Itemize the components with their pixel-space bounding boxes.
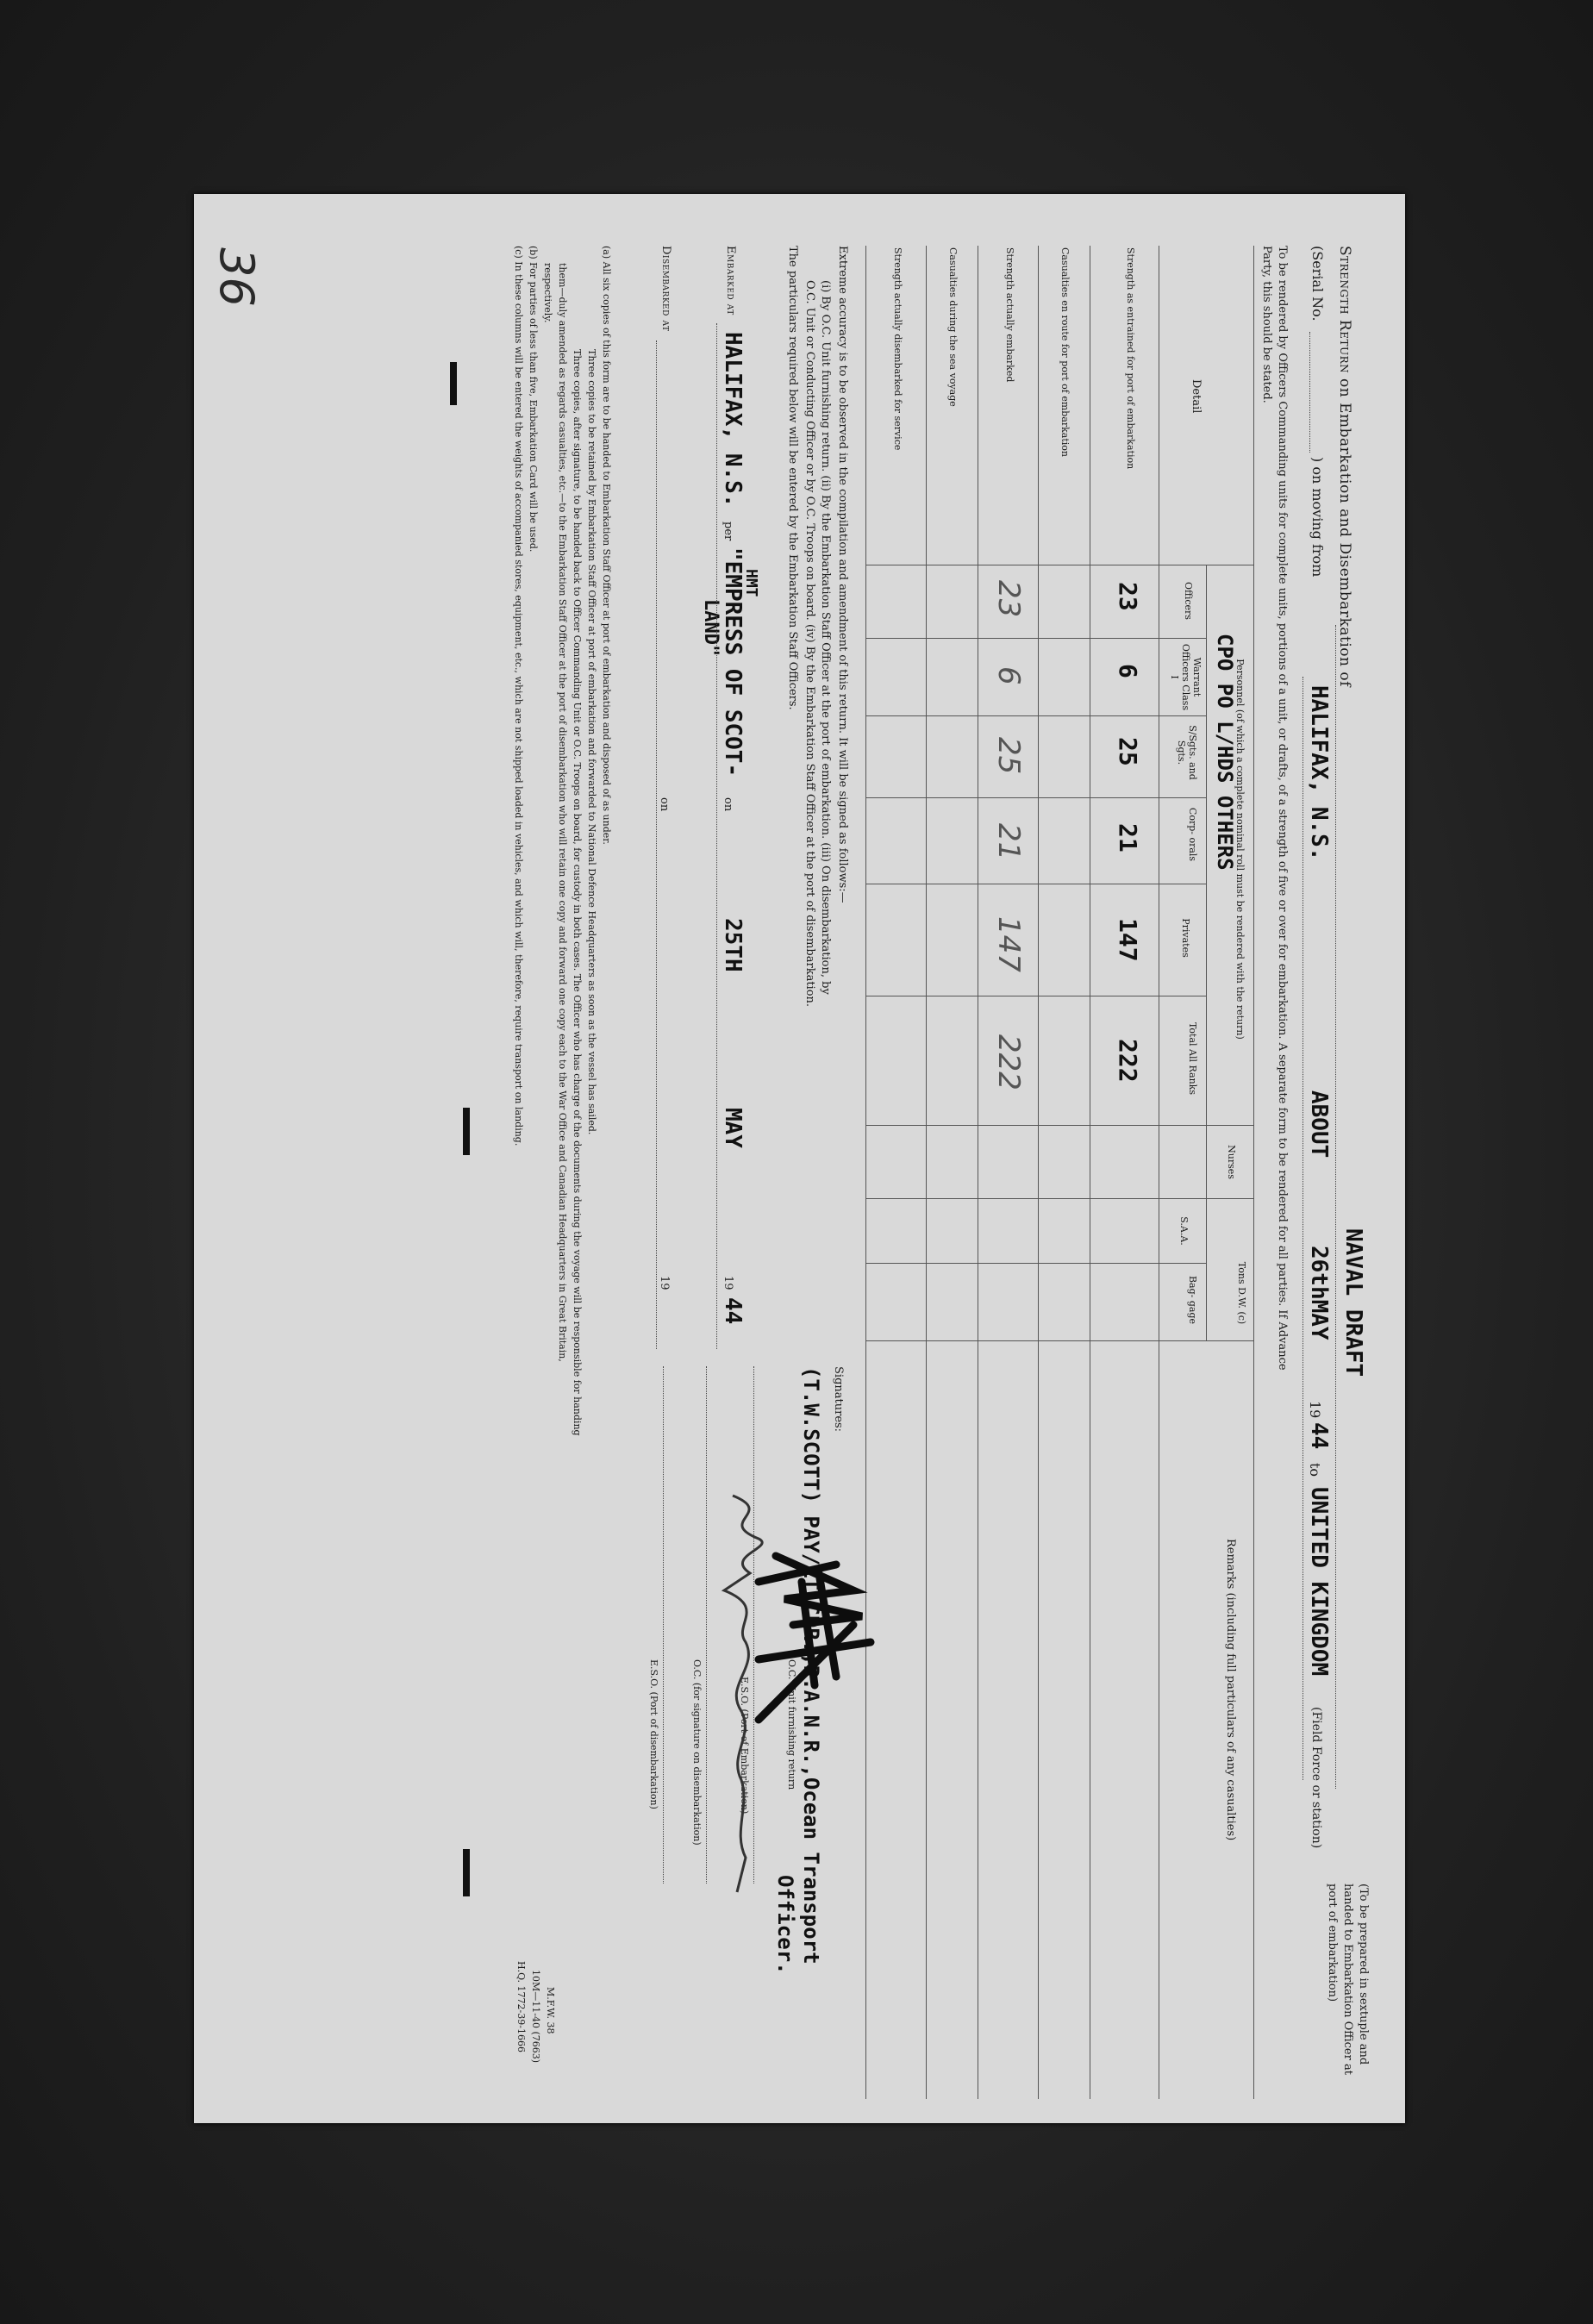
personnel-end-rule [866, 1125, 1254, 1126]
heading-rest: on Embarkation and Disembarkation of [1336, 378, 1353, 687]
remarks-header: Remarks (including full particulars of any casualties) [1224, 1539, 1237, 1841]
cell-embarked-corporals: 21 [991, 823, 1026, 861]
oc-typed-title: Officer. [773, 1875, 797, 1975]
disembarked-year-prefix: 19 [658, 1276, 671, 1290]
row-label-entrained: Strength as entrained for port of embarkation [1125, 247, 1136, 470]
eso-disemb-caption: E.S.O. (Port of disembarkation) [648, 1659, 659, 1809]
cell-entrained-corporals: 21 [1114, 823, 1142, 853]
col-sergeants: S/Sgts. and Sgts. [1176, 725, 1198, 780]
prepared-note: (To be prepared in sextuple and handed to Embarkation Officer at port of embarkation) [1326, 1884, 1370, 2075]
embarked-label: Embarked at [724, 246, 737, 315]
personnel-header: Personnel (of which a complete nominal roll must be rendered with the return) [1234, 659, 1246, 1040]
row-rule-2 [1038, 246, 1039, 2099]
scan-mark-2 [463, 1108, 470, 1155]
rotated-form [194, 194, 1405, 2123]
tons-header: Tons D.W. (c) [1236, 1261, 1247, 1325]
cell-embarked-sergeants: 25 [991, 737, 1026, 775]
personnel-typed: CPO PO L/HDS OTHERS [1213, 634, 1237, 871]
page-number-handwritten: 36 [209, 247, 264, 307]
cell-embarked-total: 222 [991, 1034, 1026, 1090]
col-corporals: Corp- orals [1187, 807, 1198, 862]
date-value: 26thMAY [1306, 1246, 1332, 1340]
sign-order-2: O.C. Unit or Conducting Officer or by O.C. Troops on board. (iv) By the Embarkation Staff Officer at the port of disembarkation. [803, 280, 816, 1008]
disembarked-label: Disembarked at [659, 246, 672, 332]
print-code-2: 10M—11-40 (7663) [530, 1970, 541, 2064]
detail-header: Detail [1190, 379, 1203, 414]
form-heading [1336, 246, 1353, 687]
footnote-a1: (a) All six copies of this form are to be handed to Embarkation Staff Officer at port of embarkation and disposed of as under. [601, 246, 612, 845]
row-rule-4 [926, 246, 927, 2099]
footnote-c: (c) In these columns will be entered the weights of accompanied stores, equipment, etc., which are not shipped loaded in vehicles, and which will, therefore, require transport on landing. [513, 246, 524, 1146]
cell-embarked-privates: 147 [991, 916, 1026, 972]
cell-entrained-privates: 147 [1114, 918, 1142, 962]
oc-disemb-caption: O.C. (for signature on disembarkation) [691, 1659, 703, 1846]
eso-disemb-line [663, 1366, 664, 1884]
col-rule-3 [866, 797, 1207, 798]
serial-line [1309, 332, 1310, 453]
unit-name-line [1335, 625, 1336, 1789]
col-rule-6 [866, 1198, 1254, 1199]
document-page [194, 194, 1405, 2123]
row-label-embarked: Strength actually embarked [1004, 247, 1015, 383]
serial-label: (Serial No. [1309, 246, 1326, 322]
year-prefix: 19 [1307, 1401, 1323, 1419]
row-label-casualties-sea: Casualties during the sea voyage [947, 247, 959, 407]
oc-caption: O.C. Unit furnishing return [786, 1659, 797, 1790]
eso-caption: E.S.O. (Port of Embarkation) [739, 1677, 750, 1815]
cell-embarked-officers: 23 [991, 580, 1026, 618]
year-value: 44 [1306, 1422, 1332, 1450]
accuracy-note: Extreme accuracy is to be observed in the compilation and amendment of this return. It will be signed as follows:— [836, 246, 849, 903]
cell-entrained-officers: 23 [1114, 582, 1142, 611]
cell-entrained-warrant: 6 [1114, 664, 1142, 678]
col-nurses: Nurses [1226, 1145, 1237, 1179]
footnote-a5: respectively. [542, 263, 553, 323]
footnote-a2: Three copies to be retained by Embarkation Staff Officer at port of embarkation and forwarded to National Defence Headquarters as soon as the vessel has sailed. [586, 349, 597, 1135]
col-privates: Privates [1180, 918, 1191, 958]
particulars-note: The particulars required below will be entered by the Embarkation Staff Officers. [786, 246, 799, 710]
col-rule-1 [866, 638, 1207, 639]
ship-name-line2: LAND" [700, 599, 722, 657]
ship-prefix: HMT [742, 569, 760, 597]
about-value: ABOUT [1306, 1090, 1332, 1159]
col-baggage: Bag- gage [1187, 1275, 1198, 1325]
oc-typed-name: (T.W.SCOTT) PAY/LT.CDR.,R.A.N.R.,Ocean Transport [799, 1366, 823, 1965]
heading-start: Strength Return [1336, 246, 1353, 374]
row-label-casualties-route: Casualties en route for port of embarkation [1059, 247, 1071, 457]
ship-name-line1: "EMPRESS OF SCOT- [720, 547, 746, 778]
tons-end-rule [866, 1340, 1254, 1341]
col-officers: Officers [1183, 582, 1194, 620]
footnote-b: (b) For parties of less than five, Embarkation Card will be used. [528, 246, 539, 553]
footnote-a3: Three copies, after signature, to be handed back to Officer Commanding Unit or O.C. Troops on board, for custody in both cases. The Officer who has charge of the documents during the voyage will be responsible for handing [572, 349, 583, 1436]
cell-entrained-sergeants: 25 [1114, 737, 1142, 766]
render-note-2: Party, this should be stated. [1260, 246, 1273, 403]
disembarked-line [656, 340, 657, 1349]
render-note-1: To be rendered by Officers Commanding units for complete units, portions of a unit, or drafts, of a strength of five or over for embarkation. A separate form to be rendered for all parties. If Advance [1276, 246, 1289, 1371]
embarked-year-prefix: 19 [722, 1276, 734, 1290]
eso-signature-scrawl [707, 1487, 784, 1901]
table-top-rule [1253, 246, 1254, 2099]
sign-order-1: (i) By O.C. Unit furnishing return. (ii) By the Embarkation Staff Officer at the port of embarkation. (iii) On disembarkation, by [819, 280, 832, 995]
print-code-3: H.Q. 1772-39-1666 [515, 1961, 527, 2052]
footnote-a4: them—duly amended as regards casualties, etc.—to the Embarkation Staff Officer at the port of disembarkation who will retain one copy and forward one copy each to the War Office and Canadian Headquarters in Great Britain, [557, 263, 568, 1362]
row-label-disembarked: Strength actually disembarked for service [892, 247, 903, 451]
embarked-year: 44 [720, 1297, 746, 1325]
col-rule-7 [866, 1263, 1207, 1264]
embarked-line [716, 323, 717, 1349]
field-force-label: (Field Force or station) [1309, 1707, 1323, 1849]
embarked-on-label: on [722, 797, 734, 812]
cell-entrained-total: 222 [1114, 1039, 1142, 1083]
subheader-rule [1206, 565, 1207, 1340]
col-rule-2 [866, 715, 1207, 716]
signatures-label: Signatures: [832, 1366, 845, 1433]
print-code-1: M.F.W. 38 [545, 1987, 556, 2034]
col-warrant: Warrant Officers Class I [1169, 643, 1203, 711]
col-saa: S.A.A. [1178, 1216, 1190, 1246]
cell-embarked-warrant: 6 [991, 666, 1026, 685]
moving-from-label: ) on moving from [1309, 457, 1326, 578]
embarked-place: HALIFAX, N.S. [720, 332, 746, 508]
to-label: to [1307, 1463, 1323, 1477]
to-value: UNITED KINGDOM [1306, 1487, 1332, 1677]
col-total: Total All Ranks [1187, 1021, 1198, 1096]
scan-mark-1 [450, 362, 457, 405]
disembarked-on-label: on [658, 797, 671, 812]
per-label: per [722, 522, 734, 541]
embarked-day: 25TH [720, 918, 746, 972]
scan-mark-3 [463, 1849, 470, 1896]
moving-from-value: HALIFAX, N.S. [1306, 685, 1332, 861]
embarked-month: MAY [720, 1108, 746, 1148]
unit-name: NAVAL DRAFT [1340, 1228, 1366, 1378]
